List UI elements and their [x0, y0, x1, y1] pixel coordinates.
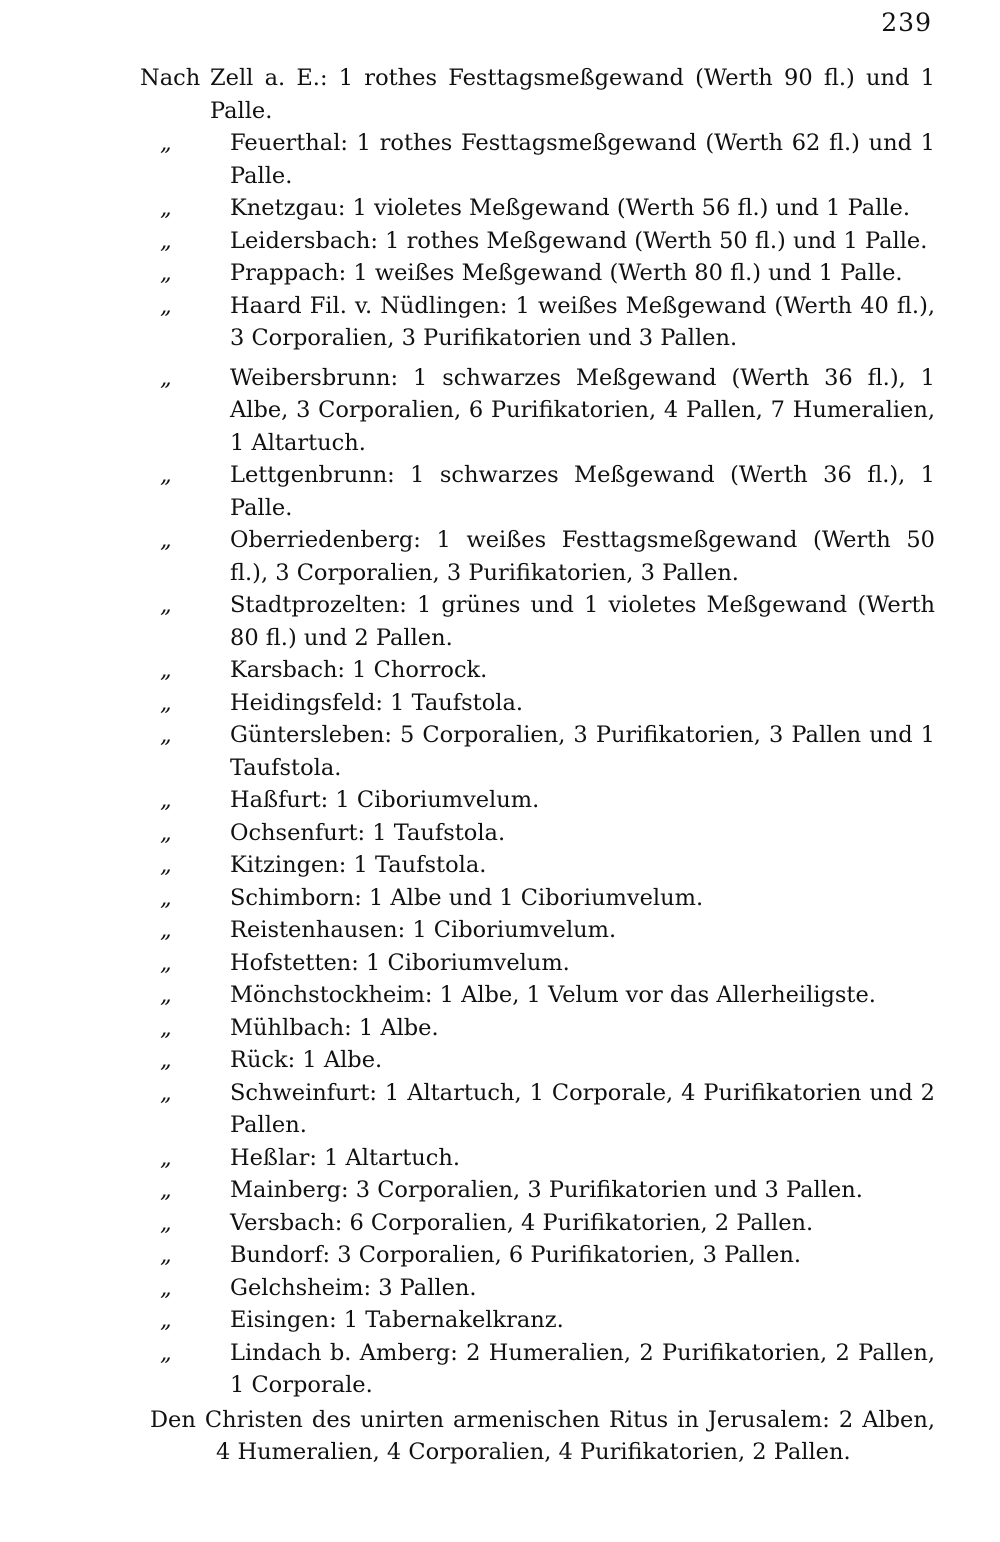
ditto-mark: „ [160, 260, 172, 286]
ditto-mark: „ [160, 1047, 172, 1073]
list-item [140, 362, 935, 460]
ditto-mark: „ [160, 130, 172, 156]
donation-list [140, 62, 935, 1491]
list-item [140, 225, 935, 258]
entry-text: Bundorf: 3 Corporalien, 6 Purifikatorien, 3 Pallen. [230, 1242, 802, 1268]
ditto-mark: „ [160, 1177, 172, 1203]
entry-text: Kitzingen: 1 Taufstola. [230, 852, 487, 878]
ditto-mark: „ [160, 722, 172, 748]
list-item [140, 914, 935, 947]
ditto-mark: „ [160, 364, 172, 391]
list-item [140, 1304, 935, 1337]
entry-text: Schweinfurt: 1 Altartuch, 1 Corporale, 4 Purifikatorien und 2 Pallen. [230, 1079, 935, 1138]
entry-text: Reistenhausen: 1 Ciboriumvelum. [230, 917, 617, 943]
list-item [140, 459, 935, 524]
entry-text: Mainberg: 3 Corporalien, 3 Purifikatorien und 3 Pallen. [230, 1177, 863, 1203]
entry-text: Knetzgau: 1 violetes Meßgewand (Werth 56 fl.) und 1 Palle. [230, 195, 910, 221]
list-item [140, 654, 935, 687]
entry-text: Prappach: 1 weißes Meßgewand (Werth 80 fl.) und 1 Palle. [230, 260, 903, 286]
ditto-mark: „ [160, 1274, 172, 1301]
list-item [140, 127, 935, 192]
ditto-mark: „ [160, 982, 172, 1008]
entry-text: Mühlbach: 1 Albe. [230, 1014, 439, 1041]
list-item [140, 1239, 935, 1272]
page-number: 239 [881, 8, 932, 37]
entry-text: Zell a. E.: 1 rothes Festtagsmeßgewand (Werth 90 fl.) und 1 Palle. [210, 65, 935, 124]
entry-text: Karsbach: 1 Chorrock. [230, 657, 488, 683]
list-item [140, 192, 935, 225]
entry-text: Schimborn: 1 Albe und 1 Ciboriumvelum. [230, 884, 704, 911]
ditto-mark: „ [160, 1079, 172, 1106]
entry-text: Ochsenfurt: 1 Taufstola. [230, 819, 506, 846]
ditto-mark: „ [160, 292, 172, 319]
entry-text: Güntersleben: 5 Corporalien, 3 Purifikatorien, 3 Pallen und 1 Taufstola. [230, 722, 935, 781]
ditto-mark: „ [160, 1339, 172, 1366]
ditto-mark: „ [160, 227, 172, 254]
ditto-mark: „ [160, 1307, 172, 1333]
entry-text: Heßlar: 1 Altartuch. [230, 1144, 460, 1171]
list-item [140, 1337, 935, 1402]
list-item [140, 719, 935, 784]
entry-text: Mönchstockheim: 1 Albe, 1 Velum vor das Allerheiligste. [230, 982, 876, 1008]
list-item [140, 687, 935, 720]
entry-text: Leidersbach: 1 rothes Meßgewand (Werth 50 fl.) und 1 Palle. [230, 227, 928, 254]
list-item [140, 1272, 935, 1305]
ditto-mark: „ [160, 884, 172, 911]
list-item [140, 784, 935, 817]
entry-text: Gelchsheim: 3 Pallen. [230, 1274, 477, 1301]
entry-text: Feuerthal: 1 rothes Festtagsmeßgewand (Werth 62 fl.) und 1 Palle. [230, 130, 935, 189]
entry-text: Haard Fil. v. Nüdlingen: 1 weißes Meßgewand (Werth 40 fl.), 3 Corporalien, 3 Purifikatorien und 3 Pallen. [230, 292, 935, 351]
entry-text: Hofstetten: 1 Ciboriumvelum. [230, 949, 570, 976]
list-item [140, 1142, 935, 1175]
list-item [140, 1207, 935, 1240]
ditto-mark: „ [160, 917, 172, 943]
entry-text: Oberriedenberg: 1 weißes Festtagsmeßgewand (Werth 50 fl.), 3 Corporalien, 3 Purifikatorien, 3 Pallen. [230, 527, 935, 586]
list-item [140, 1044, 935, 1077]
entry-text: Stadtprozelten: 1 grünes und 1 violetes Meßgewand (Werth 80 fl.) und 2 Pallen. [230, 592, 935, 651]
entry-text: Eisingen: 1 Tabernakelkranz. [230, 1307, 564, 1333]
entry-prefix: Nach [140, 65, 201, 91]
list-item [140, 947, 935, 980]
ditto-mark: „ [160, 787, 172, 813]
ditto-mark: „ [160, 949, 172, 976]
entry-text: Versbach: 6 Corporalien, 4 Purifikatorien, 2 Pallen. [230, 1209, 814, 1236]
entry-text: Heidingsfeld: 1 Taufstola. [230, 689, 524, 716]
closing-entry: Den Christen des unirten armenischen Ritus in Jerusalem: 2 Alben, 4 Humeralien, 4 Corporalien, 4 Purifikatorien, 2 Pallen. [150, 1406, 935, 1465]
list-item [140, 524, 935, 589]
ditto-mark: „ [160, 1144, 172, 1171]
list-item [140, 290, 935, 355]
ditto-mark: „ [160, 195, 172, 221]
ditto-mark: „ [160, 1242, 172, 1268]
ditto-mark: „ [160, 1209, 172, 1236]
list-item [140, 882, 935, 915]
ditto-mark: „ [160, 852, 172, 878]
list-item [140, 1012, 935, 1045]
entry-text: Haßfurt: 1 Ciboriumvelum. [230, 787, 540, 813]
ditto-mark: „ [160, 1014, 172, 1041]
entry-text: Weibersbrunn: 1 schwarzes Meßgewand (Werth 36 fl.), 1 Albe, 3 Corporalien, 6 Purifikatorien, 4 Pallen, 7 Humeralien, 1 Altartuch. [230, 364, 935, 456]
list-item [140, 257, 935, 290]
entry-text: Rück: 1 Albe. [230, 1047, 383, 1073]
list-item [140, 849, 935, 882]
list-item [140, 817, 935, 850]
ditto-mark: „ [160, 592, 172, 618]
ditto-mark: „ [160, 689, 172, 716]
list-item [140, 62, 935, 127]
list-item [140, 1077, 935, 1142]
ditto-mark: „ [160, 819, 172, 846]
entry-text: Lindach b. Amberg: 2 Humeralien, 2 Purifikatorien, 2 Pallen, 1 Corporale. [230, 1339, 935, 1398]
list-item [140, 1174, 935, 1207]
ditto-mark: „ [160, 462, 172, 488]
entry-text: Lettgenbrunn: 1 schwarzes Meßgewand (Werth 36 fl.), 1 Palle. [230, 462, 935, 521]
ditto-mark: „ [160, 527, 172, 553]
ditto-mark: „ [160, 657, 172, 683]
list-item [140, 589, 935, 654]
list-item [140, 979, 935, 1012]
